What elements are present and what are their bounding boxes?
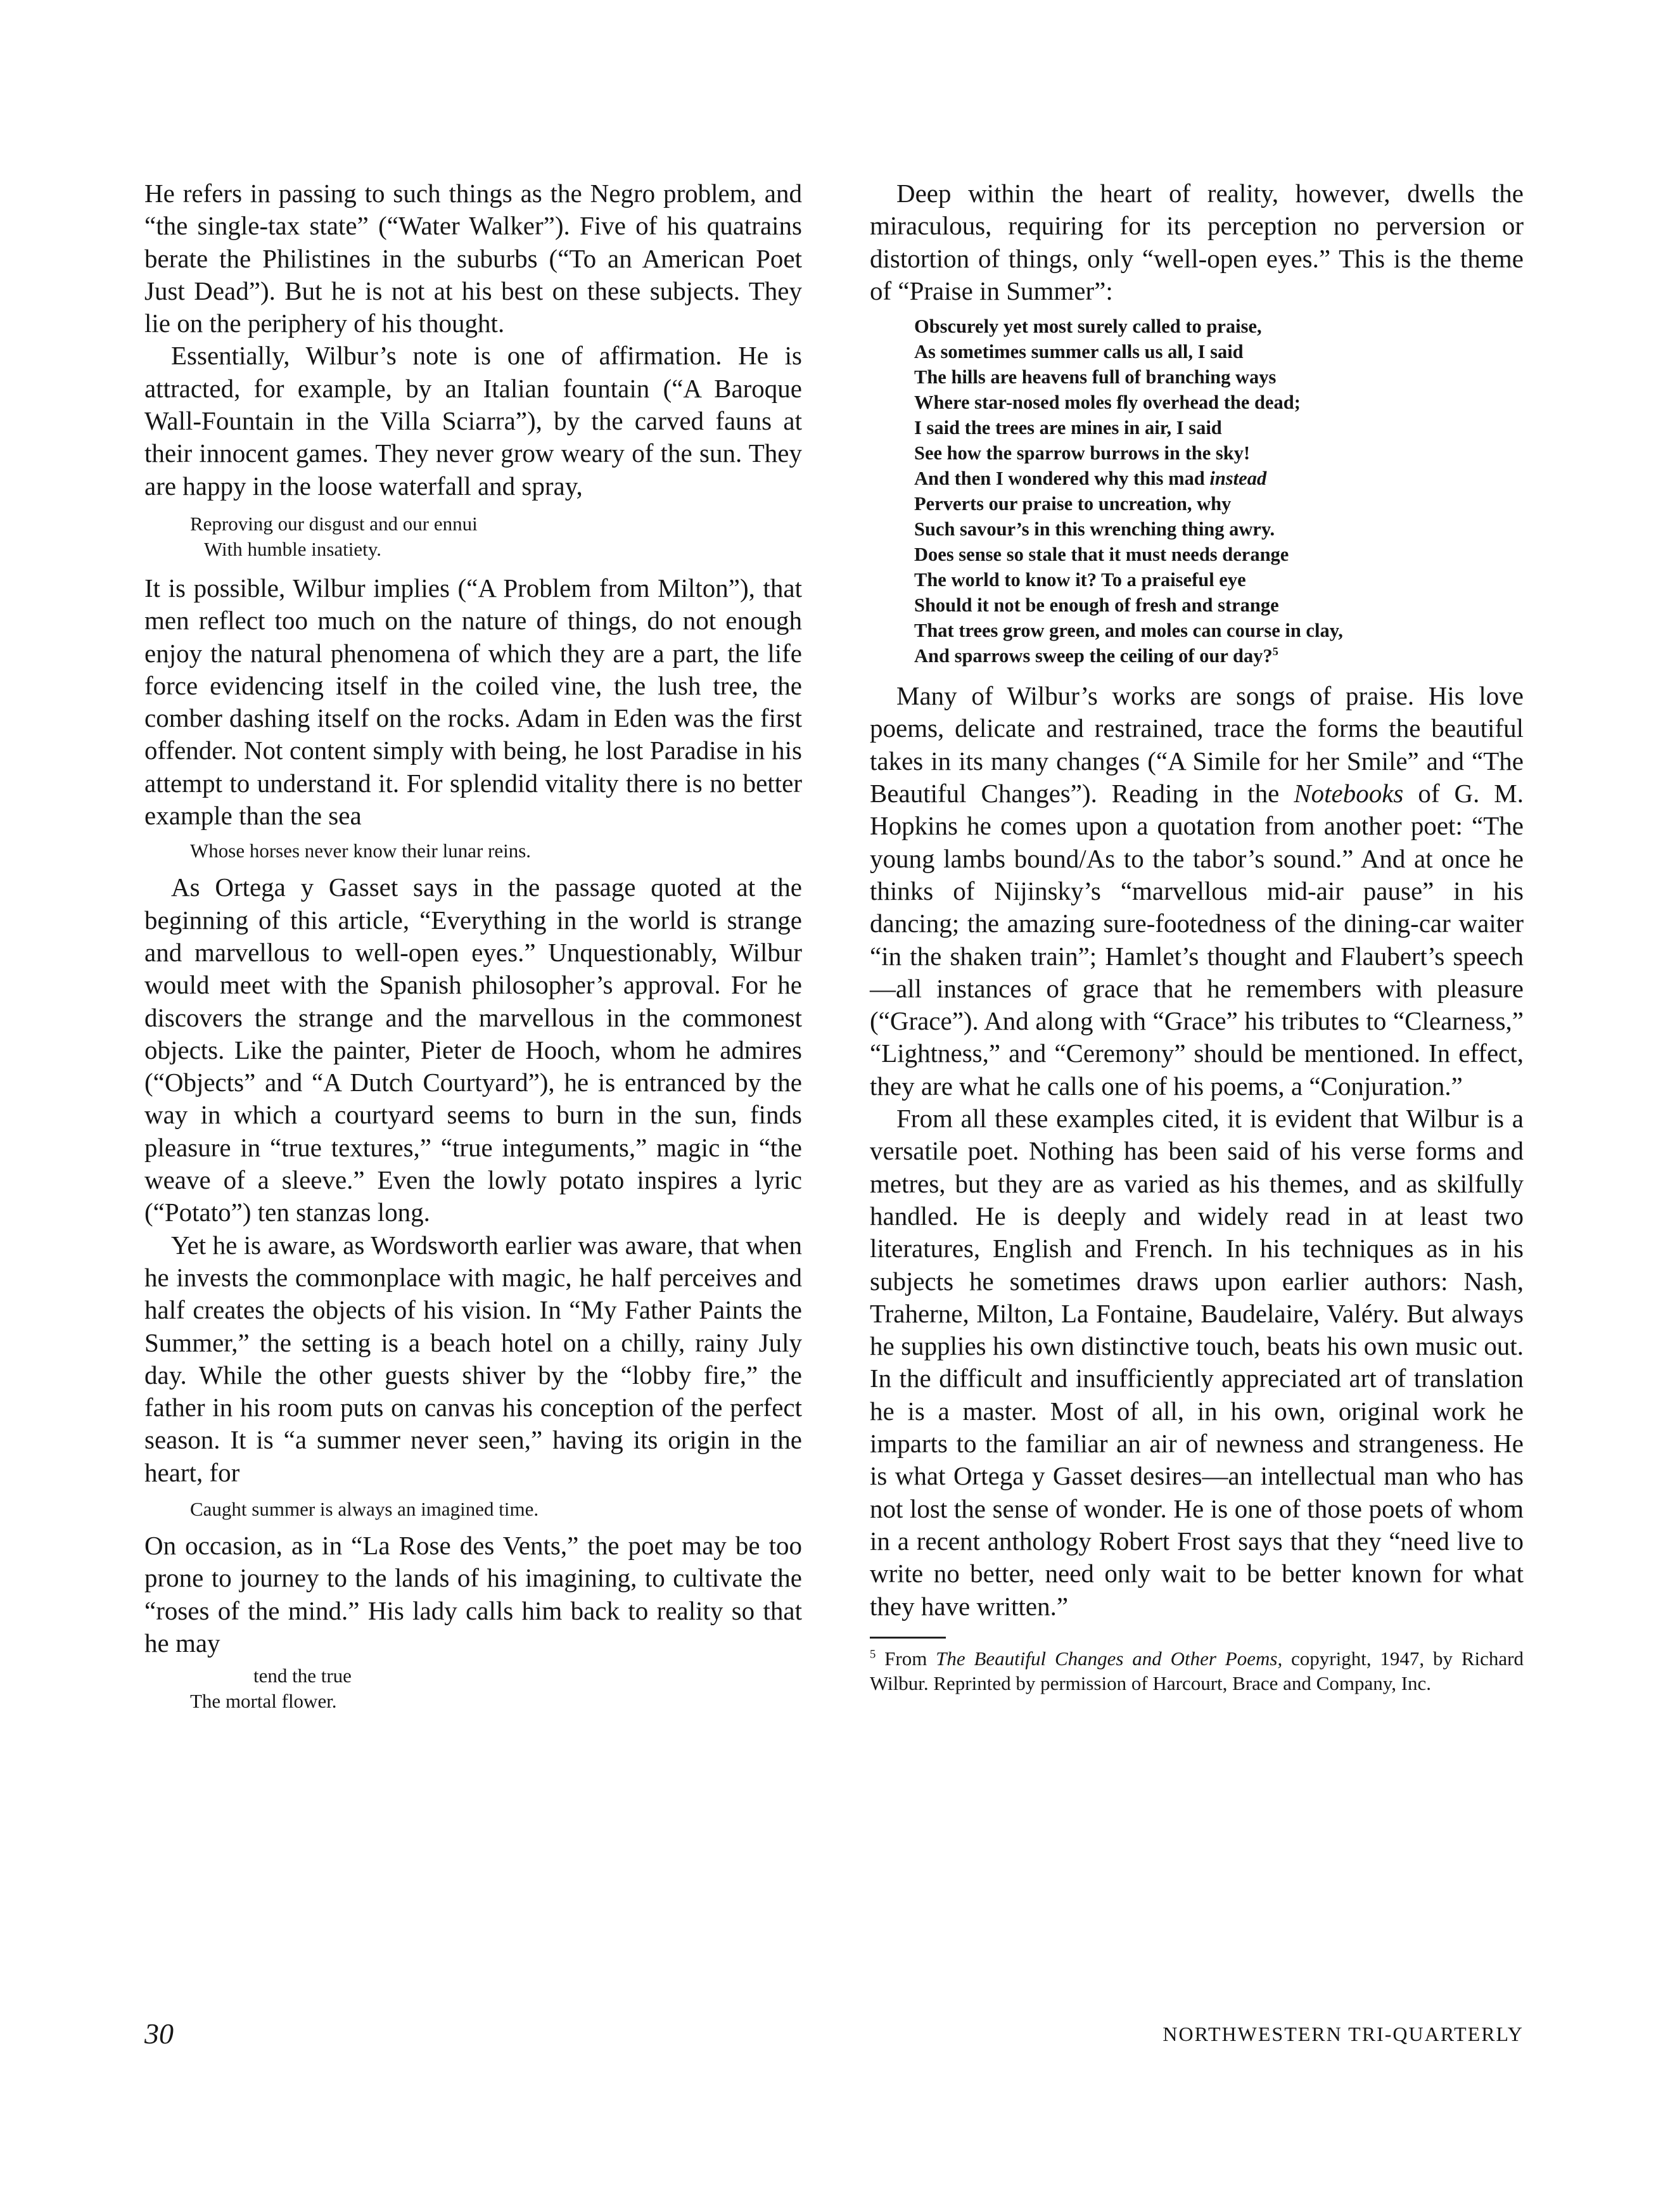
verse-quotation	[144, 1497, 802, 1522]
paragraph-text: Many of Wilbur’s works are songs of praise. His love poems, delicate and restrained, trace the forms the beautiful takes in its many changes (“A Simile for her Smile” and “The Beautiful Changes”). Reading in the	[870, 681, 1524, 809]
poem-line: Should it not be enough of fresh and strange	[914, 594, 1279, 617]
page-number: 30	[144, 2017, 174, 2050]
book-title: Notebooks	[1294, 779, 1404, 809]
paragraph: From all these examples cited, it is evident that Wilbur is a versatile poet. Nothing has been said of his verse forms and metres, but they are as varied as his themes, and as skilfully handled. He is deeply and widely read in at least two literatures, English and French. In his techniques as in his subjects he sometimes draws upon earlier authors: Nash, Traherne, Milton, La Fontaine, Baudelaire, Valéry. But always he supplies his own distinctive touch, beats his own music out. In the difficult and insufficiently appreciated art of translation he is a master. Most of all, in his own, original work he imparts to the familiar an air of newness and strangeness. He is what Ortega y Gasset desires—an intellectual man who has not lost the sense of wonder. He is one of those poets of whom in a recent anthology Robert Frost says that they “need live to write no better, need only wait to be better known for what they have written.”	[870, 1104, 1524, 1621]
footnote-mark: 5	[870, 1647, 876, 1661]
poem-line: Where star-nosed moles fly overhead the dead;	[914, 392, 1301, 414]
poem-line	[914, 643, 1524, 668]
verse-line: The mortal flower.	[190, 1690, 337, 1713]
paragraph	[870, 680, 1524, 1103]
footnote-text: copyright, 1947, by Richard Wilbur. Reprinted by permission of Harcourt, Brace and Company, Inc.	[870, 1647, 1524, 1694]
poem-line: Perverts our praise to uncreation, why	[914, 493, 1232, 515]
footnote-rule	[870, 1637, 946, 1639]
running-head: NORTHWESTERN TRI-QUARTERLY	[1162, 2023, 1524, 2045]
poem-line: Obscurely yet most surely called to praise,	[914, 316, 1262, 338]
verse-line: Caught summer is always an imagined time.	[190, 1497, 539, 1520]
poem-italic-word: instead	[1209, 468, 1267, 490]
footnote-title: The Beautiful Changes and Other Poems,	[936, 1647, 1283, 1670]
left-column	[144, 177, 802, 1724]
verse-quotation	[144, 511, 802, 562]
paragraph: Essentially, Wilbur’s note is one of affirmation. He is attracted, for example, by an Italian fountain (“A Baroque Wall-Fountain in the Villa Sciarra”), by the carved fauns at their innocent games. They never grow weary of the sun. They are happy in the loose waterfall and spray,	[144, 341, 802, 501]
poem-line: I said the trees are mines in air, I said	[914, 417, 1222, 439]
poem-praise-in-summer	[870, 314, 1524, 668]
paragraph: It is possible, Wilbur implies (“A Problem from Milton”), that men reflect too much on the nature of things, do not enough enjoy the natural phenomena of which they are a part, the life force evidencing itself in the coiled vine, the lush tree, the comber dashing itself on the rocks. Adam in Eden was the first offender. Not content simply with being, he lost Paradise in his attempt to understand it. For splendid vitality there is no better example than the sea	[144, 573, 802, 831]
poem-line-text: And sparrows sweep the ceiling of our day?	[914, 645, 1273, 667]
verse-quotation	[144, 838, 802, 864]
poem-line: As sometimes summer calls us all, I said	[914, 341, 1244, 363]
paragraph-text: of G. M. Hopkins he comes upon a quotation from another poet: “The young lambs bound/As to the tabor’s sound.” And at once he thinks of Nijinsky’s “marvellous mid-air pause” in his dancing; the amazing sure-footedness of the dining-car waiter “in the shaken train”; Hamlet’s thought and Flaubert’s speech—all instances of grace that he remembers with pleasure (“Grace”). And along with “Grace” his tributes to “Clearness,” “Lightness,” and “Ceremony” should be mentioned. In effect, they are what he calls one of his poems, a “Conjuration.”	[870, 779, 1524, 1101]
right-column	[870, 177, 1524, 1696]
footnote-reference: 5	[1272, 645, 1278, 658]
poem-line: Such savour’s in this wrenching thing awry.	[914, 518, 1275, 540]
verse-line: tend the true	[253, 1665, 352, 1687]
poem-line: See how the sparrow burrows in the sky!	[914, 442, 1251, 464]
verse-line: Reproving our disgust and our ennui	[190, 512, 478, 535]
footnote-text: From	[876, 1647, 936, 1670]
verse-line: Whose horses never know their lunar reins.	[190, 840, 532, 862]
verse-line: With humble insatiety.	[204, 537, 381, 560]
poem-line: That trees grow green, and moles can course in clay,	[914, 620, 1343, 642]
poem-line: Does sense so stale that it must needs derange	[914, 544, 1289, 566]
poem-line	[914, 466, 1524, 491]
paragraph: Yet he is aware, as Wordsworth earlier was aware, that when he invests the commonplace with magic, he half perceives and half creates the objects of his vision. In “My Father Paints the Summer,” the setting is a beach hotel on a chilly, rainy July day. While the other guests shiver by the “lobby fire,” the father in his room puts on canvas his conception of the perfect season. It is “a summer never seen,” having its origin in the heart, for	[144, 1230, 802, 1487]
paragraph: On occasion, as in “La Rose des Vents,” the poet may be too prone to journey to the lands of his imagining, to cultivate the “roses of the mind.” His lady calls him back to reality so that he may	[144, 1530, 802, 1658]
verse-quotation	[144, 1663, 802, 1714]
poem-line: The hills are heavens full of branching ways	[914, 366, 1277, 388]
poem-line: The world to know it? To a praiseful eye	[914, 569, 1246, 591]
paragraph: He refers in passing to such things as the Negro problem, and “the single-tax state” (“Water Walker”). Five of his quatrains berate the Philistines in the suburbs (“To an American Poet Just Dead”). But he is not at his best on these subjects. They lie on the periphery of his thought.	[144, 179, 802, 338]
paragraph: As Ortega y Gasset says in the passage quoted at the beginning of this article, “Everything in the world is strange and marvellous to well-open eyes.” Unquestionably, Wilbur would meet with the Spanish philosopher’s approval. For he discovers the strange and the marvellous in the commonest objects. Like the painter, Pieter de Hooch, whom he admires (“Objects” and “A Dutch Courtyard”), he is entranced by the way in which a courtyard seems to burn in the sun, finds pleasure in “true textures,” “true integuments,” magic in “the weave of a sleeve.” Even the lowly potato inspires a lyric (“Potato”) ten stanzas long.	[144, 873, 802, 1227]
poem-line-text: And then I wondered why this mad	[914, 468, 1210, 490]
footnote	[870, 1646, 1524, 1696]
paragraph: Deep within the heart of reality, however, dwells the miraculous, requiring for its perception no perversion or distortion of things, only “well-open eyes.” This is the theme of “Praise in Summer”:	[870, 179, 1524, 305]
